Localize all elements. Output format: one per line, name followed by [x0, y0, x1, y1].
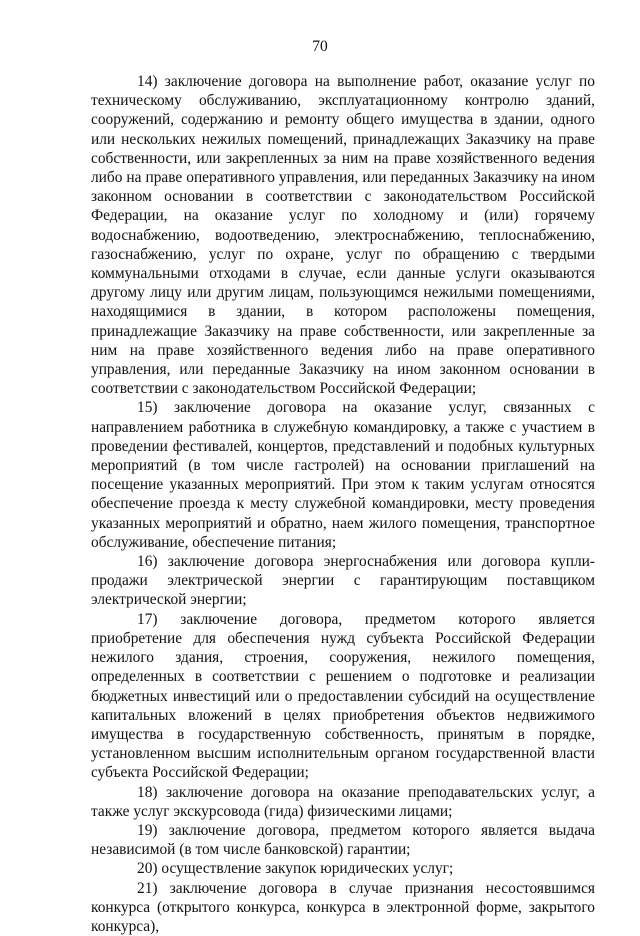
paragraph-item-16: 16) заключение договора энергоснабжения или договора купли-продажи электрической энергии с гарантирующим поставщиком электрической энергии;	[91, 553, 595, 609]
document-body	[91, 72, 595, 936]
paragraph-item-15: 15) заключение договора на оказание услуг, связанных с направлением работника в служебную командировку, а также с участием в проведении фестивалей, концертов, представлений и подобных культурных мероприятий (в том числе гастролей) на основании приглашений на посещение указанных мероприятий. При этом к таким услугам относятся обеспечение проезда к месту служебной командировки, месту проведения указанных мероприятий и обратно, наем жилого помещения, транспортное обслуживание, обеспечение питания;	[91, 399, 595, 551]
page-number: 70	[312, 38, 328, 55]
paragraph-item-17: 17) заключение договора, предметом которого является приобретение для обеспечения нужд субъекта Российской Федерации нежилого здания, строения, сооружения, нежилого помещения, определенных в соответствии с решением о подготовке и реализации бюджетных инвестиций или о предоставлении субсидий на осуществление капитальных вложений в целях приобретения объектов недвижимого имущества в государственную собственность, принятым в порядке, установленном высшим исполнительным органом государственной власти субъекта Российской Федерации;	[91, 610, 595, 782]
paragraph-item-20: 20) осуществление закупок юридических услуг;	[137, 860, 454, 878]
paragraph-item-19: 19) заключение договора, предметом которого является выдача независимой (в том числе банковской) гарантии;	[91, 821, 595, 859]
paragraph-item-21: 21) заключение договора в случае признания несостоявшимся конкурса (открытого конкурса, конкурса в электронной форме, закрытого конкурса),	[91, 879, 595, 935]
paragraph-item-18: 18) заключение договора на оказание преподавательских услуг, а также услуг экскурсовода (гида) физическими лицами;	[91, 783, 595, 820]
paragraph-item-14: 14) заключение договора на выполнение работ, оказание услуг по техническому обслуживанию, эксплуатационному контролю зданий, сооружений, содержанию и ремонту общего имущества в здании, одного или нескольких нежилых помещений, принадлежащих Заказчику на праве собственности, или закрепленных за ним на праве хозяйственного ведения либо на праве оперативного управления, или переданных Заказчику на ином законном основании в соответствии с законодательством Российской Федерации, на оказание услуг по холодному и (или) горячему водоснабжению, водоотведению, электроснабжению, теплоснабжению, газоснабжению, услуг по охране, услуг по обращению с твердыми коммунальными отходами в случае, если данные услуги оказываются другому лицу или другим лицам, пользующимся нежилыми помещениями, находящимися в здании, в котором расположены помещения, принадлежащие Заказчику на праве собственности, или закрепленные за ним на праве хозяйственного ведения либо на праве оперативного управления, или переданные Заказчику на ином законном основании в соответствии с законодательством Российской Федерации;	[91, 73, 595, 398]
